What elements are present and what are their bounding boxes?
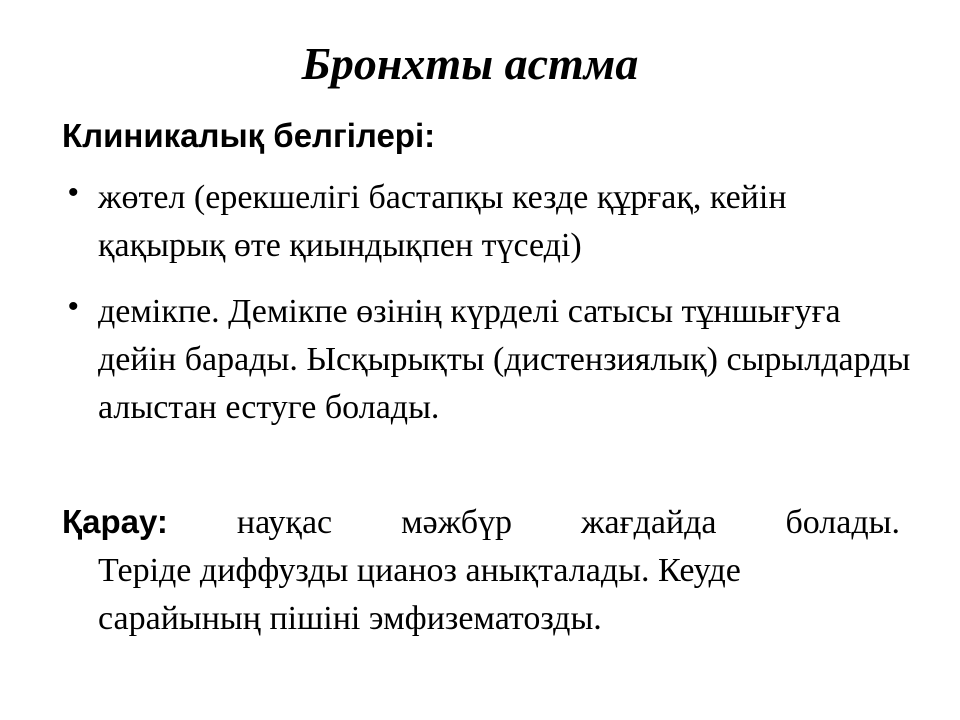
examination-label: Қарау: [62, 503, 168, 540]
bullet-icon: • [68, 176, 79, 209]
examination-paragraph [62, 498, 900, 643]
examination-first-line [62, 498, 900, 547]
bullet-text-dyspnea: демікпе. Демікпе өзінің күрделі сатысы тұншығуға дейін барады. Ысқырықты (дистензиялық) сырылдарды алыстан естуге болады. [98, 293, 911, 426]
clinical-signs-heading: Клиникалық белгілері: [62, 117, 436, 154]
bullet-text-cough: жөтел (ерекшелігі бастапқы кезде құрғақ, кейін қақырық өте қиындықпен түседі) [98, 179, 787, 264]
bullet-icon: • [68, 290, 79, 323]
examination-rest-text: Теріде диффузды цианоз анықталады. Кеуде сарайының пішіні эмфизематозды. [98, 552, 741, 637]
slide-title: Бронхты астма [301, 38, 639, 89]
list-item [62, 174, 912, 270]
examination-first-text: науқас мәжбүр жағдайда болады. [236, 504, 900, 541]
clinical-signs-list [62, 174, 912, 450]
list-item [62, 288, 912, 432]
